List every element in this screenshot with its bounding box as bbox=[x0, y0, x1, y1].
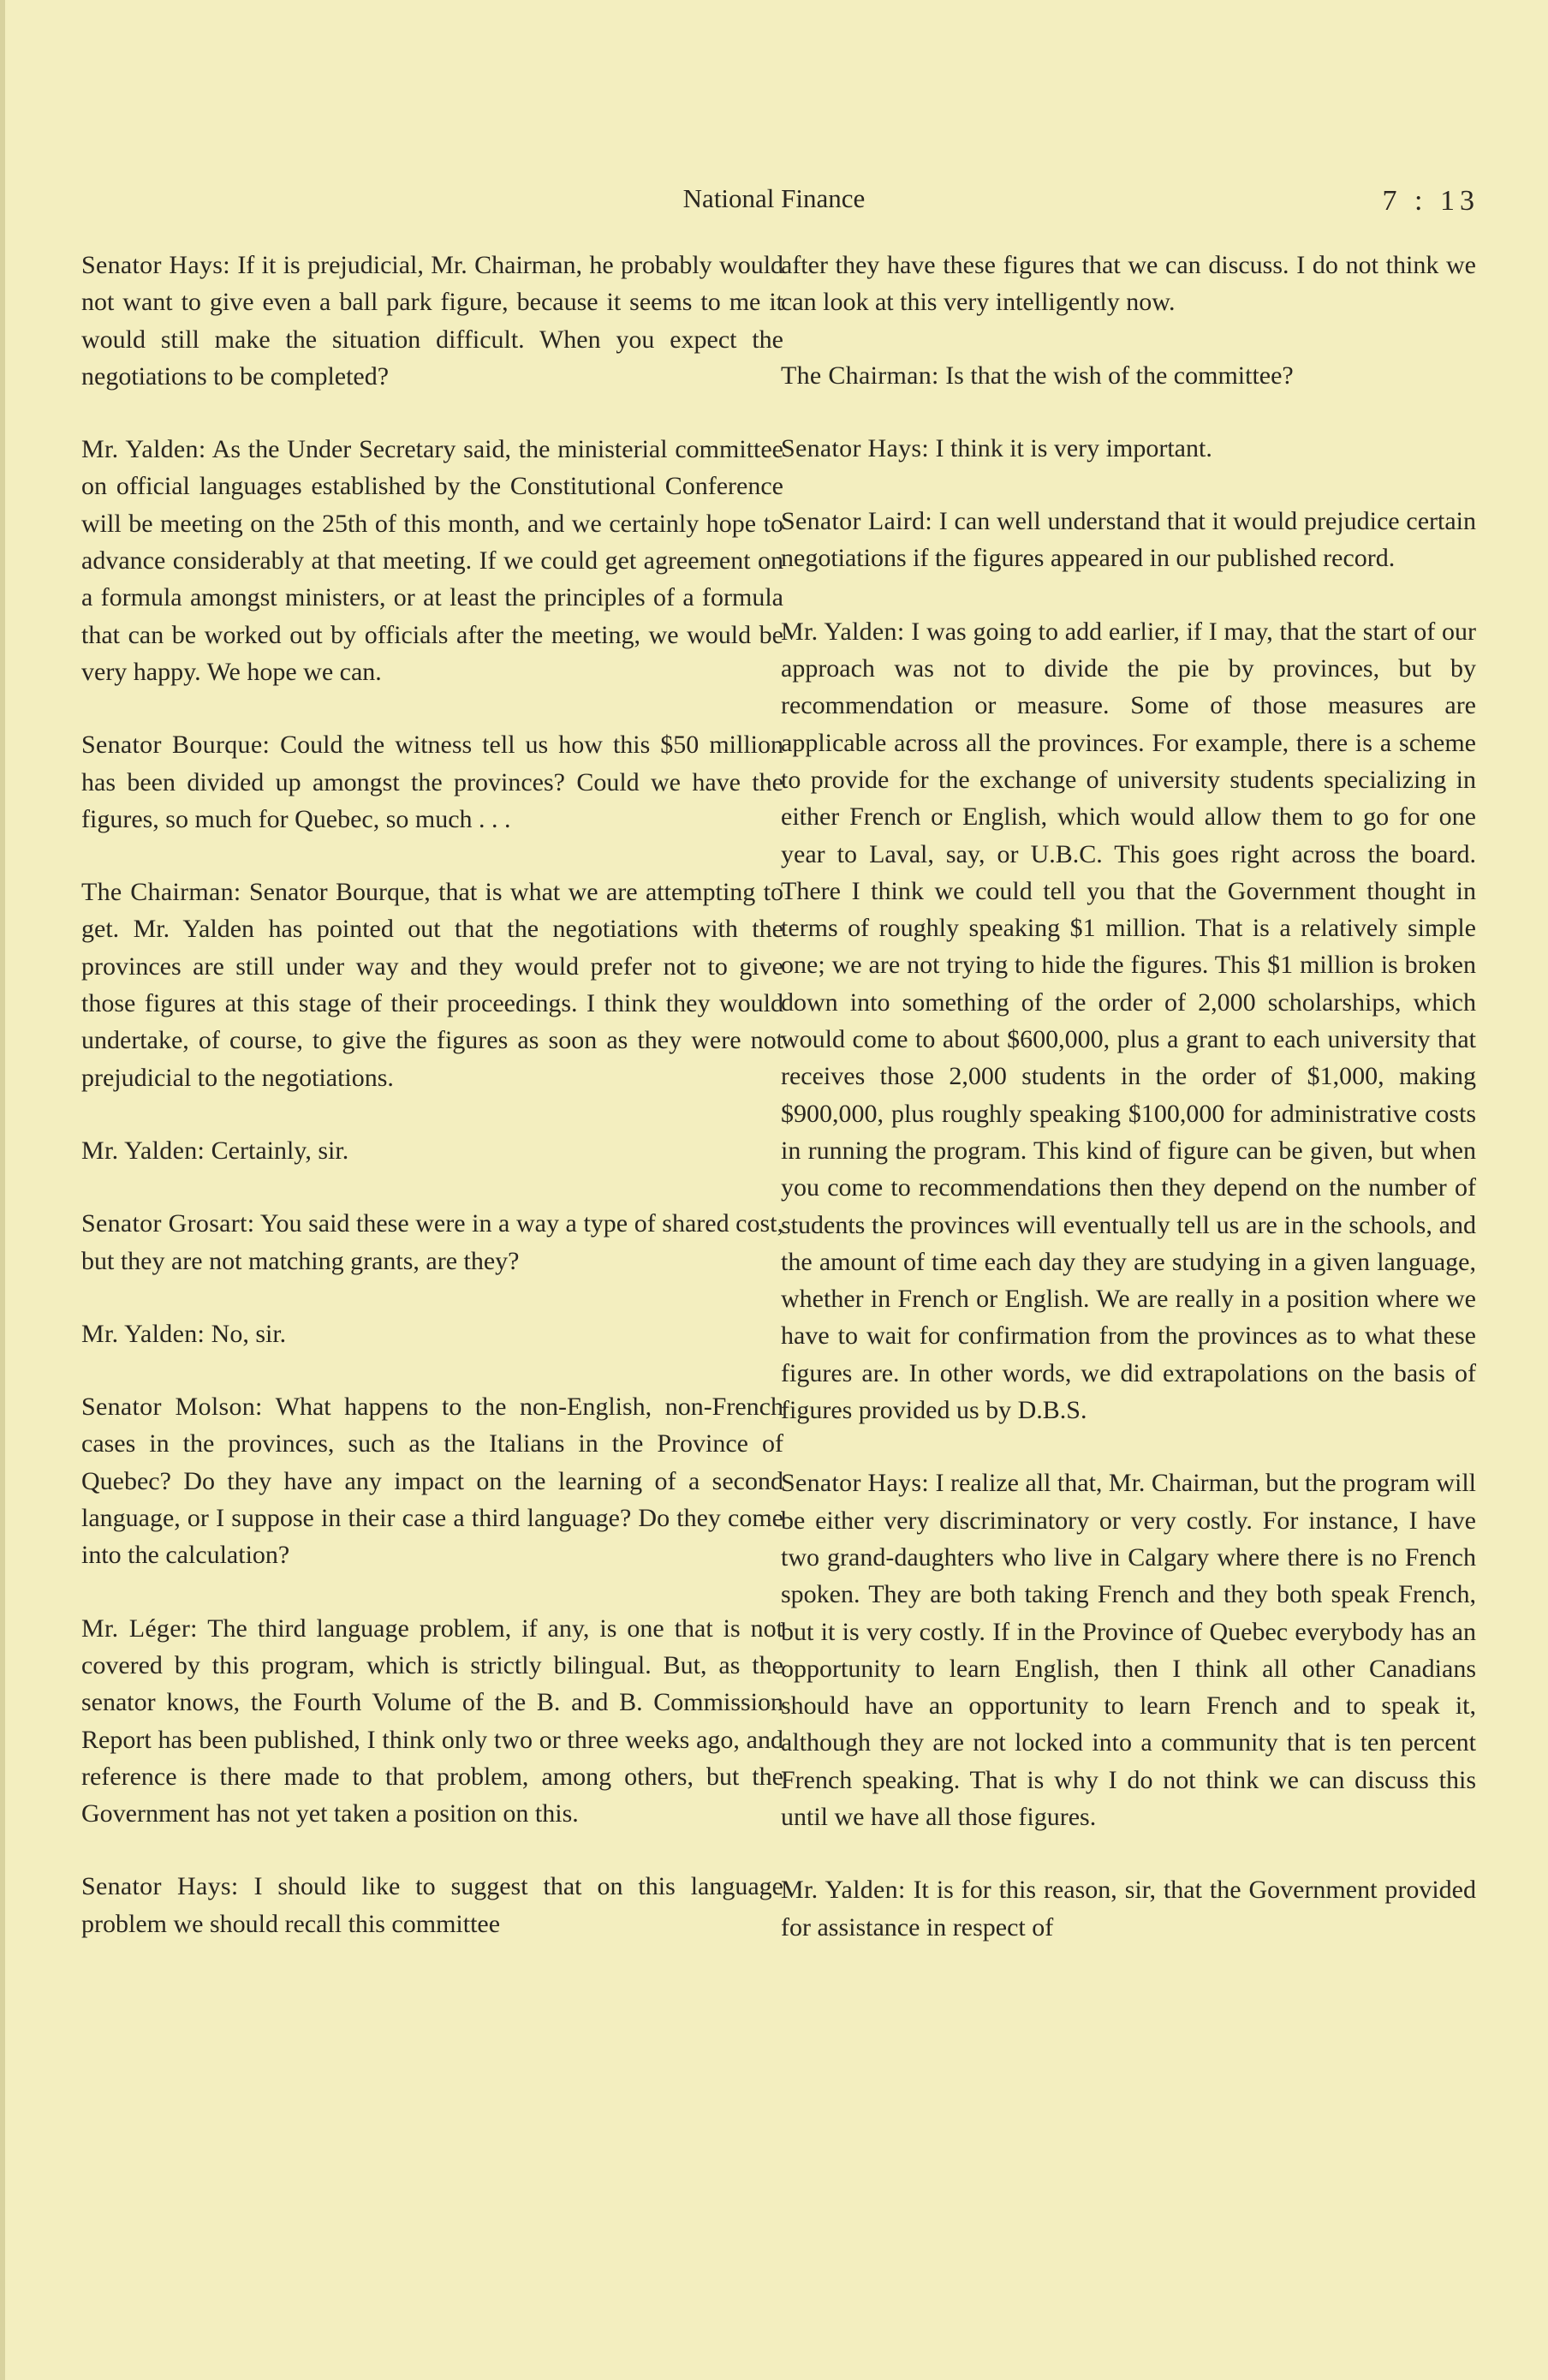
paragraph bbox=[81, 1132, 783, 1169]
speech-text: If it is prejudicial, Mr. Chairman, he probably would not want to give even a ball park figure, because it seems to me it would still make the situation difficult. When you expect the negotiations to be completed? bbox=[81, 251, 784, 391]
speaker-name: Mr. Yalden: bbox=[81, 1136, 205, 1165]
speech-text: It is for this reason, sir, that the Government provided for assistance in respect of bbox=[781, 1876, 1477, 1942]
speech-text: I was going to add earlier, if I may, that the start of our approach was not to divide the pie by provinces, but by recommendation or measure. Some of those measures are applicable across all the provinces. For example, there is a scheme to provide for the exchange of university students specializing in either French or English, which would allow them to go for one year to Laval, say, or U.B.C. This goes right across the board. There I think we could tell you that the Government thought in terms of roughly speaking $1 million. That is a relatively simple one; we are not trying to hide the figures. This $1 million is broken down into something of the order of 2,000 scholarships, which would come to about $600,000, plus a grant to each university that receives those 2,000 students in the order of $1,000, making $900,000, plus roughly speaking $100,000 for administrative costs in running the program. This kind of figure can be given, but when you come to recommendations then they depend on the number of students the provinces will eventually tell us are in the schools, and the amount of time each day they are studying in a given language, whether in French or English. We are really in a position where we have to wait for confirmation from the provinces as to what these figures are. In other words, we did extrapolations on the basis of figures provided us by D.B.S. bbox=[781, 617, 1477, 1425]
speech-text: I realize all that, Mr. Chairman, but the program will be either very discriminatory or very costly. For instance, I have two grand-daughters who live in Calgary where there is no French spoken. They are both taking French and they both speak French, but it is very costly. If in the Province of Quebec everybody has an opportunity to learn English, then I think all other Canadians should have an opportunity to learn French and to speak it, although they are not locked into a community that is ten percent French speaking. That is why I do not think we can discuss this until we have all those figures. bbox=[781, 1469, 1477, 1831]
paragraph bbox=[781, 1464, 1476, 1835]
speaker-name: The Chairman: bbox=[81, 878, 241, 907]
speech-text: I should like to suggest that on this language problem we should recall this committee bbox=[81, 1872, 783, 1938]
speech-text: Certainly, sir. bbox=[211, 1136, 349, 1165]
speech-text: Senator Bourque, that is what we are attempting to get. Mr. Yalden has pointed out that the negotiations with the provinces are still under way and they would prefer not to give those figures at this stage of their proceedings. I think they would undertake, of course, to give the figures as soon as they were not prejudicial to the negotiations. bbox=[81, 878, 783, 1092]
paragraph bbox=[781, 247, 1476, 321]
speech-text: What happens to the non-English, non-French cases in the provinces, such as the Italians in the Province of Quebec? Do they have any impact on the learning of a second language, or I suppose in their case a third language? Do they come into the calculation? bbox=[81, 1393, 783, 1570]
left-column bbox=[81, 247, 783, 1978]
speech-text: No, sir. bbox=[211, 1319, 287, 1348]
paragraph bbox=[81, 874, 783, 1096]
speaker-name: Senator Hays: bbox=[81, 1872, 239, 1901]
speaker-name: Mr. Léger: bbox=[81, 1614, 198, 1643]
paragraph bbox=[81, 1868, 783, 1942]
speaker-name: Senator Hays: bbox=[781, 433, 930, 462]
paragraph bbox=[781, 503, 1476, 577]
speaker-name: Mr. Yalden: bbox=[81, 1319, 205, 1348]
paragraph bbox=[81, 1610, 783, 1833]
paragraph bbox=[81, 247, 783, 395]
running-title: National Finance bbox=[682, 183, 866, 213]
speech-text: after they have these figures that we can discuss. I do not think we can look at this very intelligently now. bbox=[781, 251, 1476, 317]
speaker-name: The Chairman: bbox=[781, 361, 939, 390]
page-number: 7 : 13 bbox=[1382, 185, 1480, 217]
speaker-name: Senator Laird: bbox=[781, 507, 932, 536]
page-header bbox=[0, 178, 1548, 221]
paragraph bbox=[781, 430, 1476, 467]
speech-text: As the Under Secretary said, the ministerial committee on official languages established by the Constitutional Conference will be meeting on the 25th of this month, and we certainly hope to advance considerably at that meeting. If we could get agreement on a formula amongst ministers, or at least the principles of a formula that can be worked out by officials after the meeting, we would be very happy. We hope we can. bbox=[81, 435, 783, 686]
speaker-name: Senator Grosart: bbox=[81, 1209, 255, 1238]
paragraph bbox=[781, 613, 1476, 1429]
speaker-name: Senator Hays: bbox=[781, 1469, 930, 1498]
speech-text: Could the witness tell us how this $50 million has been divided up amongst the provinces? Could we have the figures, so much for Quebec, so much . . . bbox=[81, 731, 784, 833]
paragraph bbox=[81, 1315, 783, 1352]
paragraph bbox=[781, 1871, 1476, 1946]
page-edge bbox=[0, 0, 5, 2380]
speaker-name: Senator Molson: bbox=[81, 1393, 263, 1422]
paragraph bbox=[781, 357, 1476, 394]
paragraph bbox=[81, 726, 783, 838]
speaker-name: Senator Bourque: bbox=[81, 731, 271, 760]
speech-text: You said these were in a way a type of shared cost, but they are not matching grants, are they? bbox=[81, 1209, 783, 1275]
speaker-name: Mr. Yalden: bbox=[781, 1876, 906, 1905]
speech-text: The third language problem, if any, is one that is not covered by this program, which is strictly bilingual. But, as the senator knows, the Fourth Volume of the B. and B. Commission Report has been published, I think only two or three weeks ago, and reference is there made to that problem, among others, but the Government has not yet taken a position on this. bbox=[81, 1614, 783, 1828]
speech-text: I can well understand that it would prejudice certain negotiations if the figures appeared in our published record. bbox=[781, 507, 1476, 573]
paragraph bbox=[81, 431, 783, 690]
speech-text: I think it is very important. bbox=[935, 433, 1212, 462]
right-column bbox=[781, 247, 1476, 1982]
speaker-name: Senator Hays: bbox=[81, 251, 230, 279]
paragraph bbox=[81, 1205, 783, 1279]
speaker-name: Mr. Yalden: bbox=[781, 617, 905, 646]
paragraph bbox=[81, 1388, 783, 1573]
speech-text: Is that the wish of the committee? bbox=[945, 361, 1294, 390]
speaker-name: Mr. Yalden: bbox=[81, 435, 206, 464]
